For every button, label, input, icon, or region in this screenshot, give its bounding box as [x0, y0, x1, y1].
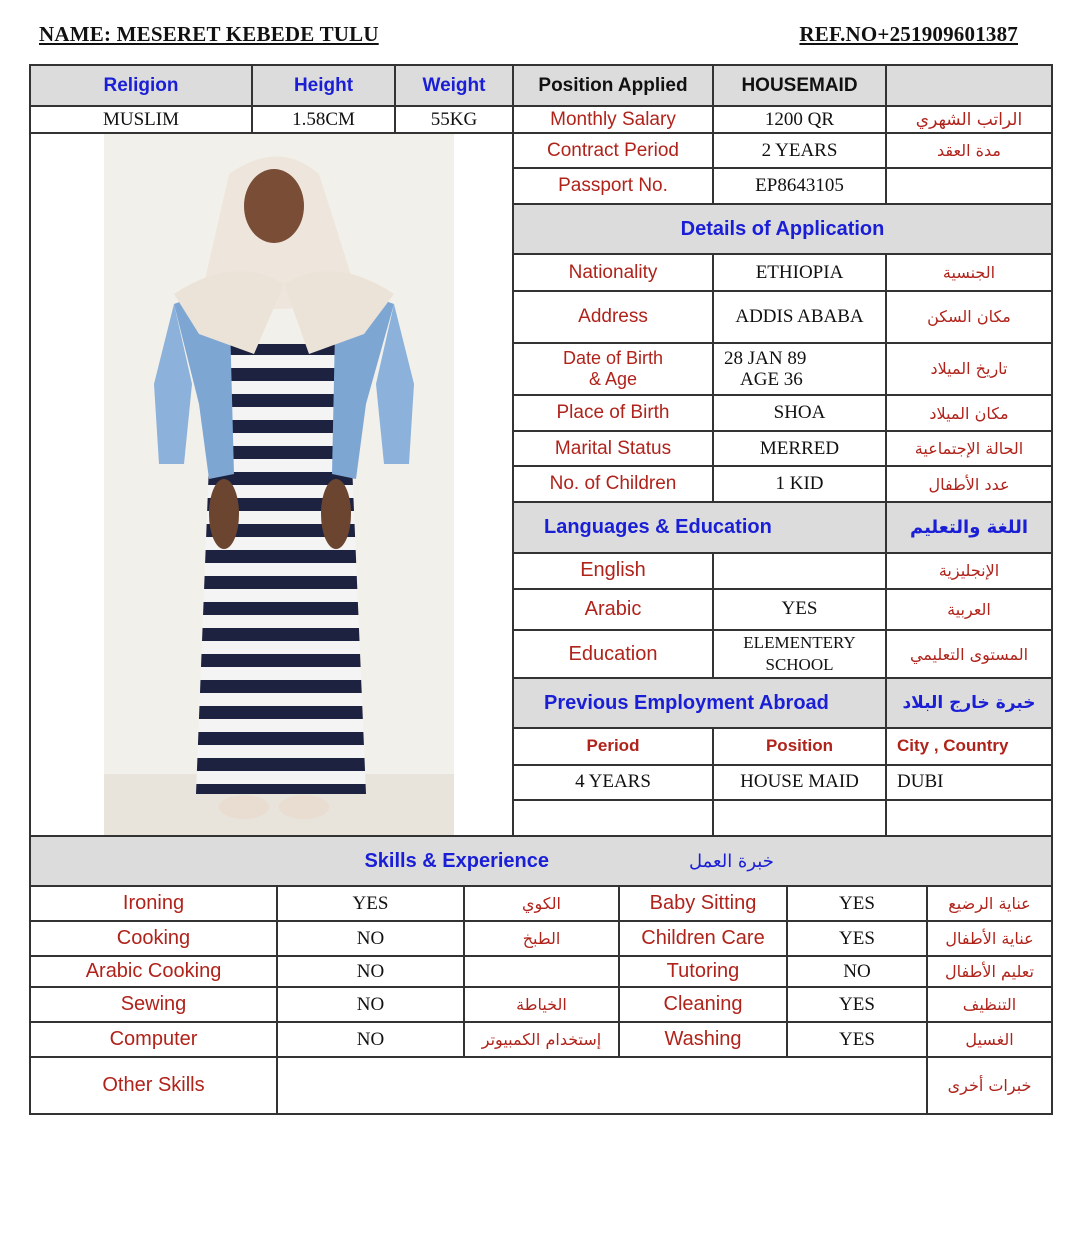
- english-label: English: [513, 553, 713, 589]
- skill-value: YES: [787, 987, 927, 1022]
- other-skills-label-ar: خبرات أخرى: [927, 1057, 1052, 1114]
- skill-label-ar: الكوي: [464, 886, 619, 921]
- height-value: 1.58CM: [252, 106, 395, 133]
- skill-value: YES: [787, 1022, 927, 1057]
- arabic-label: Arabic: [513, 589, 713, 630]
- skill-label-ar: الطبخ: [464, 921, 619, 956]
- skill-label: Baby Sitting: [619, 886, 787, 921]
- emp-row-city: DUBI: [886, 765, 1052, 800]
- applicant-photo: [104, 134, 454, 836]
- application-section-title: Details of Application: [513, 204, 1052, 254]
- skill-label: Arabic Cooking: [30, 956, 277, 987]
- marital-label: Marital Status: [513, 431, 713, 466]
- skill-value: NO: [787, 956, 927, 987]
- emp-row-position: HOUSE MAID: [713, 765, 886, 800]
- skill-label-ar: الغسيل: [927, 1022, 1052, 1057]
- applicant-name: NAME: MESERET KEBEDE TULU: [39, 22, 379, 46]
- address-label: Address: [513, 291, 713, 343]
- weight-value: 55KG: [395, 106, 513, 133]
- english-value: [713, 553, 886, 589]
- contract-period-label: Contract Period: [513, 133, 713, 168]
- position-value: HOUSEMAID: [713, 65, 886, 106]
- other-skills-label: Other Skills: [30, 1057, 277, 1114]
- skills-table: [29, 835, 1053, 1115]
- english-label-ar: الإنجليزية: [886, 553, 1052, 589]
- children-label-ar: عدد الأطفال: [886, 466, 1052, 502]
- education-value-line1: ELEMENTERY: [743, 633, 856, 653]
- age-value: AGE 36: [740, 368, 803, 390]
- nationality-label-ar: الجنسية: [886, 254, 1052, 290]
- children-label: No. of Children: [513, 466, 713, 502]
- marital-value: MERRED: [713, 431, 886, 466]
- skill-value: YES: [787, 921, 927, 956]
- religion-value: MUSLIM: [30, 106, 252, 133]
- skill-label-ar: التنظيف: [927, 987, 1052, 1022]
- skill-label: Computer: [30, 1022, 277, 1057]
- skill-value: NO: [277, 956, 464, 987]
- arabic-label-ar: العربية: [886, 589, 1052, 630]
- height-label: Height: [252, 65, 395, 106]
- languages-section-title: Languages & Education: [513, 502, 886, 552]
- pob-label-ar: مكان الميلاد: [886, 395, 1052, 431]
- skill-value: NO: [277, 921, 464, 956]
- skill-label-ar: عناية الأطفال: [927, 921, 1052, 956]
- skill-label: Cooking: [30, 921, 277, 956]
- emp-city-header: City , Country: [886, 728, 1052, 764]
- pob-label: Place of Birth: [513, 395, 713, 431]
- passport-value: EP8643105: [713, 168, 886, 204]
- address-label-ar: مكان السكن: [886, 291, 1052, 343]
- skill-label: Tutoring: [619, 956, 787, 987]
- dob-label-ar: تاريخ الميلاد: [886, 343, 1052, 395]
- salary-value: 1200 QR: [713, 106, 886, 133]
- nationality-label: Nationality: [513, 254, 713, 290]
- skill-value: NO: [277, 1022, 464, 1057]
- skill-label-ar: [464, 956, 619, 987]
- empty-cell: [886, 168, 1052, 204]
- salary-label: Monthly Salary: [513, 106, 713, 133]
- dob-label: [513, 343, 713, 395]
- marital-label-ar: الحالة الإجتماعية: [886, 431, 1052, 466]
- emp-position-header: Position: [713, 728, 886, 764]
- empty-cell: [713, 800, 886, 837]
- education-value-line2: SCHOOL: [765, 655, 834, 675]
- dob-label-line1: Date of Birth: [562, 347, 664, 368]
- salary-label-ar: الراتب الشهري: [886, 106, 1052, 133]
- education-label: Education: [513, 630, 713, 678]
- contract-period-value: 2 YEARS: [713, 133, 886, 168]
- nationality-value: ETHIOPIA: [713, 254, 886, 290]
- education-label-ar: المستوى التعليمي: [886, 630, 1052, 678]
- weight-label: Weight: [395, 65, 513, 106]
- skill-label-ar: عناية الرضيع: [927, 886, 1052, 921]
- skill-value: YES: [787, 886, 927, 921]
- other-skills-value: [277, 1057, 927, 1114]
- dob-date: 28 JAN 89: [724, 347, 807, 369]
- skill-label-ar: تعليم الأطفال: [927, 956, 1052, 987]
- skill-value: YES: [277, 886, 464, 921]
- skill-label: Sewing: [30, 987, 277, 1022]
- skill-value: NO: [277, 987, 464, 1022]
- position-label: Position Applied: [513, 65, 713, 106]
- dob-value: [713, 343, 886, 395]
- skills-section-title-ar: خبرة العمل: [619, 836, 1052, 886]
- skill-label: Ironing: [30, 886, 277, 921]
- empty-cell: [886, 65, 1052, 106]
- contract-period-label-ar: مدة العقد: [886, 133, 1052, 168]
- emp-row-period: 4 YEARS: [513, 765, 713, 800]
- arabic-value: YES: [713, 589, 886, 630]
- education-value: [713, 630, 886, 678]
- dob-label-line2: & Age: [588, 368, 638, 389]
- employment-section-title: Previous Employment Abroad: [513, 678, 886, 728]
- passport-label: Passport No.: [513, 168, 713, 204]
- employment-section-title-ar: خبرة خارج البلاد: [886, 678, 1052, 728]
- pob-value: SHOA: [713, 395, 886, 431]
- languages-section-title-ar: اللغة والتعليم: [886, 502, 1052, 552]
- skill-label: Cleaning: [619, 987, 787, 1022]
- reference-number: REF.NO+251909601387: [799, 22, 1018, 46]
- empty-cell: [886, 800, 1052, 837]
- religion-label: Religion: [30, 65, 252, 106]
- children-value: 1 KID: [713, 466, 886, 502]
- photo-cell: [30, 133, 513, 837]
- skill-label-ar: الخياطة: [464, 987, 619, 1022]
- skill-label-ar: إستخدام الكمبيوتر: [464, 1022, 619, 1057]
- skill-label: Children Care: [619, 921, 787, 956]
- address-value: ADDIS ABABA: [713, 291, 886, 343]
- empty-cell: [513, 800, 713, 837]
- emp-period-header: Period: [513, 728, 713, 764]
- skills-section-title: Skills & Experience: [30, 836, 619, 886]
- skill-label: Washing: [619, 1022, 787, 1057]
- cv-main-table: [29, 64, 1053, 838]
